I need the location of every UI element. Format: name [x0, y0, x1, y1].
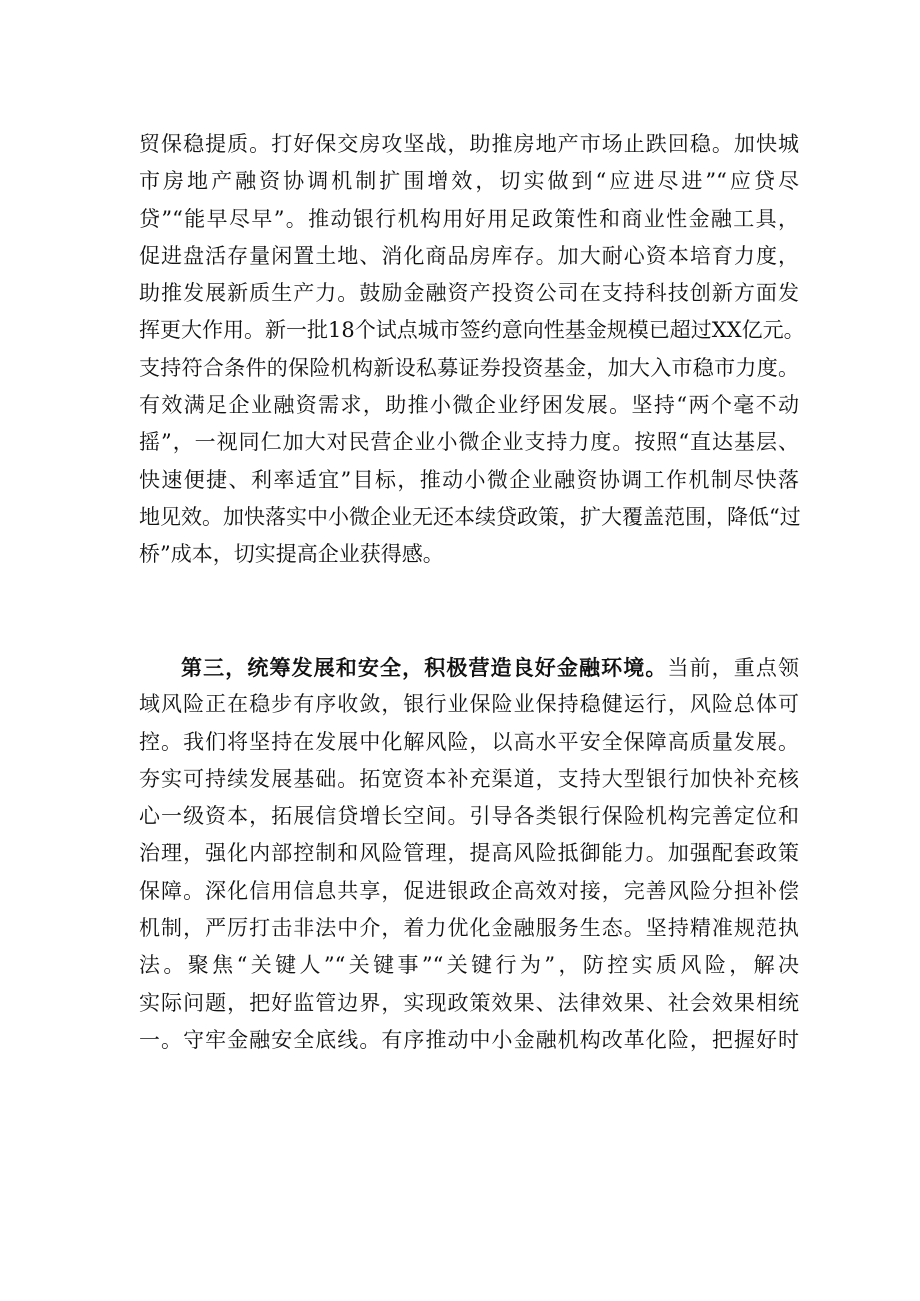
text-line: 促进盘活存量闲置土地、消化商品房库存。加大耐心资本培育力度，: [139, 243, 799, 268]
text-line: 夯实可持续发展基础。拓宽资本补充渠道，支持大型银行加快补充核: [139, 766, 799, 791]
text-line: 桥”成本，切实提高企业获得感。: [139, 542, 444, 567]
text-line: 摇”，一视同仁加大对民营企业小微企业支持力度。按照“直达基层、: [139, 430, 799, 455]
text-line: 法。聚焦“关键人”“关键事”“关键行为”，防控实质风险，解决: [139, 953, 799, 978]
text-line: 治理，强化内部控制和风险管理，提高风险抵御能力。加强配套政策: [139, 841, 799, 866]
section-first-line: [139, 649, 799, 686]
paragraph-continued: [139, 126, 805, 574]
text-line: 有效满足企业融资需求，助推小微企业纾困发展。坚持“两个毫不动: [139, 393, 799, 418]
text-line: 保障。深化信用信息共享，促进银政企高效对接，完善风险分担补偿: [139, 878, 799, 903]
text-line: 贷”“能早尽早”。推动银行机构用好用足政策性和商业性金融工具，: [139, 206, 799, 231]
text-line: 挥更大作用。新一批18个试点城市签约意向性基金规模已超过XX亿元。: [139, 318, 805, 343]
text-line: 控。我们将坚持在发展中化解风险，以高水平安全保障高质量发展。: [139, 729, 799, 754]
paragraph-section-three: [139, 649, 799, 1059]
text-line: 一。守牢金融安全底线。有序推动中小金融机构改革化险，把握好时: [139, 1027, 799, 1052]
text-line: 快速便捷、利率适宜”目标，推动小微企业融资协调工作机制尽快落: [139, 467, 799, 492]
text-line: 市房地产融资协调机制扩围增效，切实做到“应进尽进”“应贷尽: [139, 169, 799, 194]
text-line: 心一级资本，拓展信贷增长空间。引导各类银行保险机构完善定位和: [139, 804, 799, 829]
text-line: 域风险正在稳步有序收敛，银行业保险业保持稳健运行，风险总体可: [139, 692, 799, 717]
section-first-line-text: 当前，重点领: [667, 656, 800, 680]
text-line: 实际问题，把好监管边界，实现政策效果、法律效果、社会效果相统: [139, 990, 799, 1015]
text-line: 地见效。加快落实中小微企业无还本续贷政策，扩大覆盖范围，降低“过: [139, 504, 801, 529]
text-line: 机制，严厉打击非法中介，着力优化金融服务生态。坚持精准规范执: [139, 916, 799, 941]
text-line: 助推发展新质生产力。鼓励金融资产投资公司在支持科技创新方面发: [139, 281, 799, 306]
text-line: 支持符合条件的保险机构新设私募证券投资基金，加大入市稳市力度。: [139, 355, 799, 380]
text-line: 贸保稳提质。打好保交房攻坚战，助推房地产市场止跌回稳。加快城: [139, 132, 799, 156]
section-heading: 第三，统筹发展和安全，积极营造良好金融环境。: [181, 655, 668, 680]
